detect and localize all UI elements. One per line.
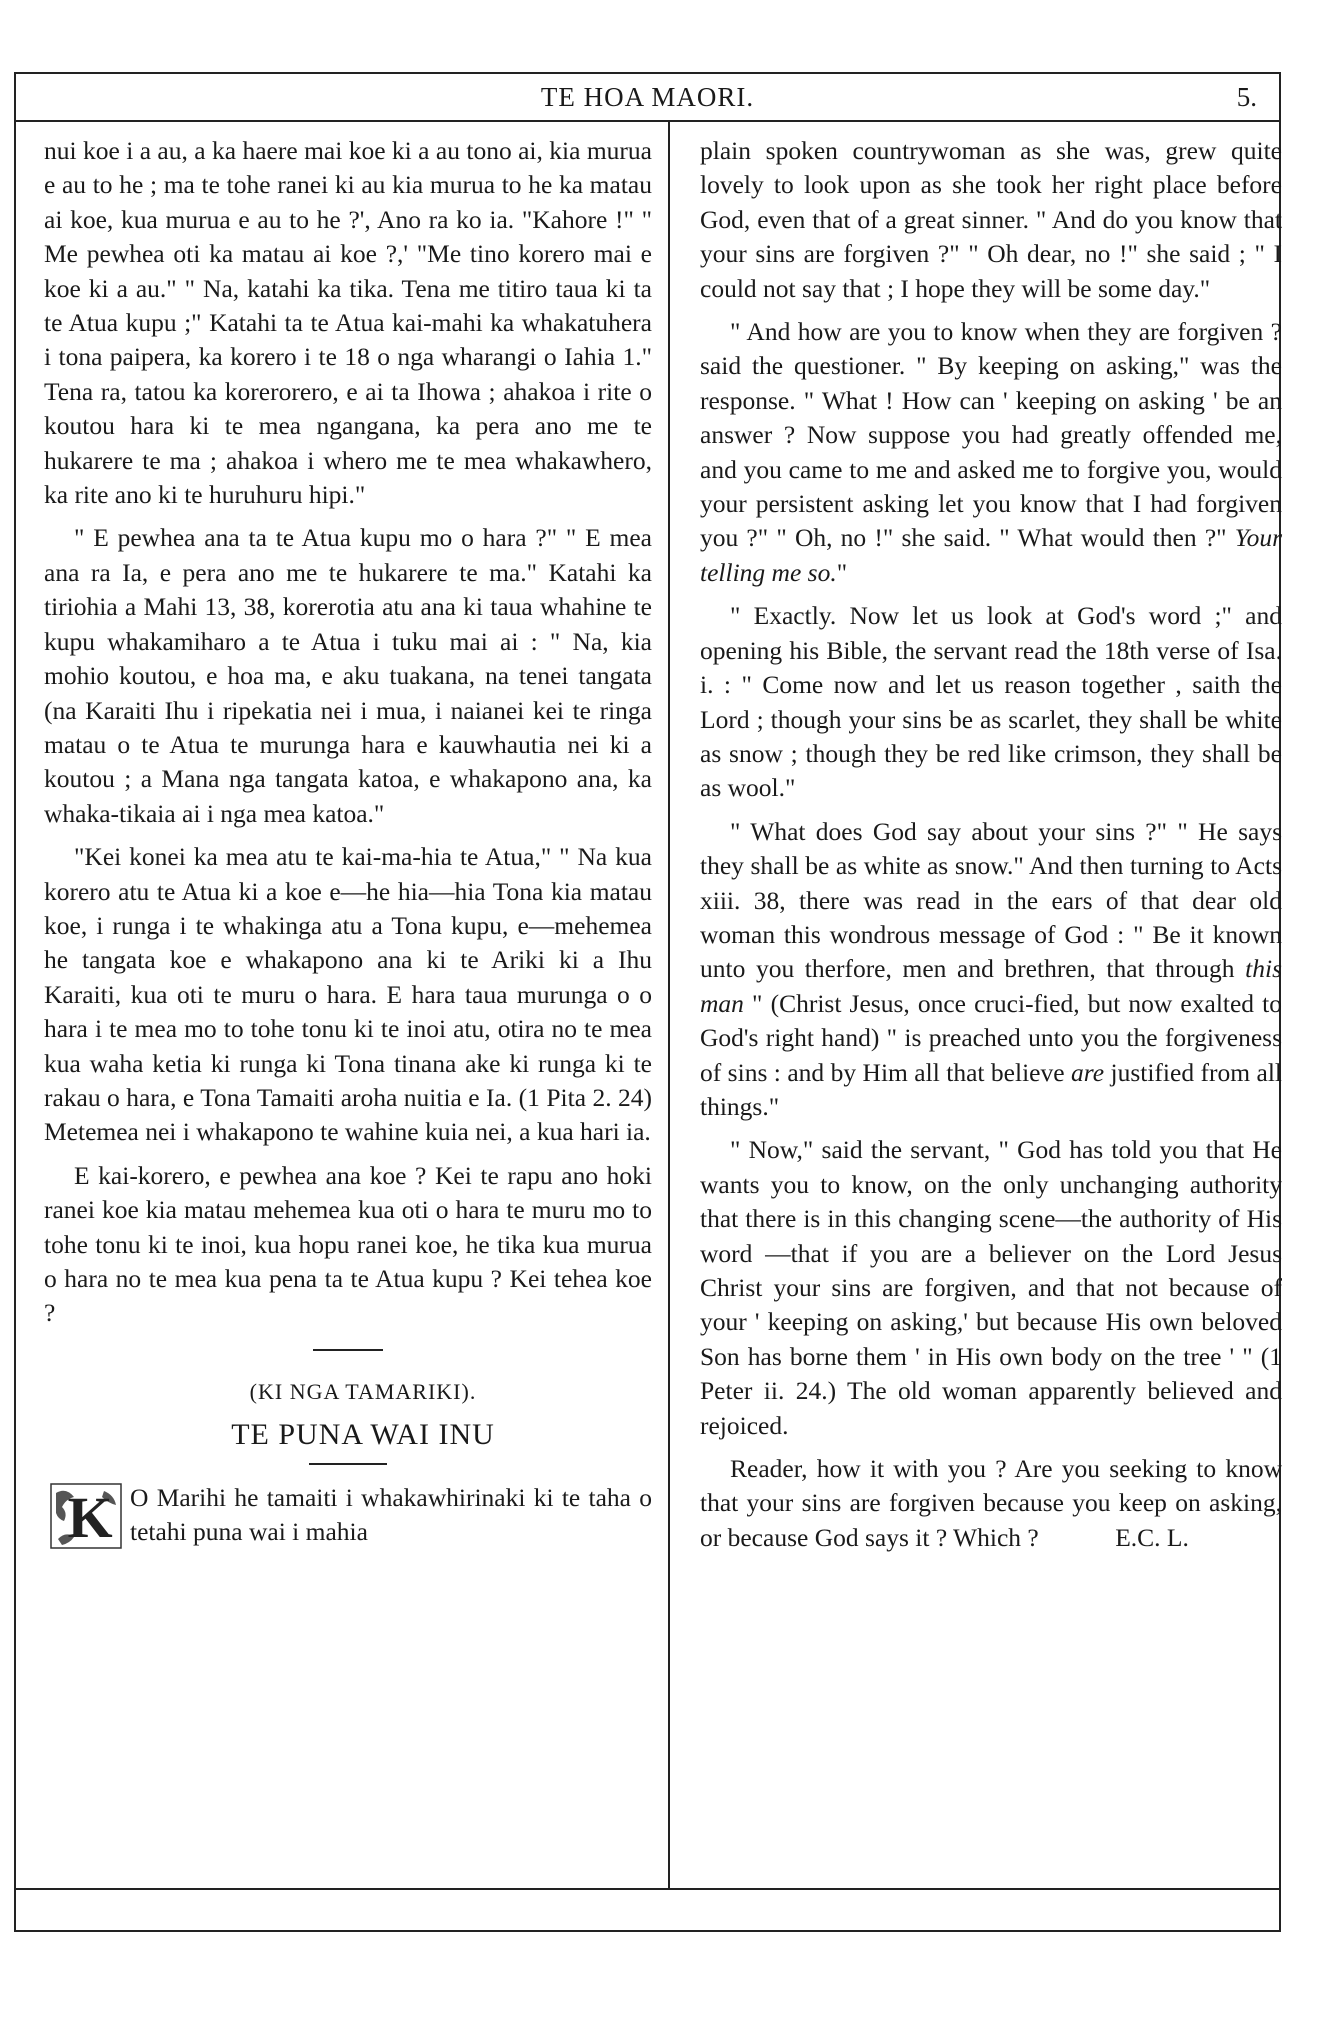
italic-word: are [1071,1057,1105,1087]
paragraph-text: " (Christ Jesus, once cruci-fied, but now exalted to God's right hand) " is preached unto you the forgiveness of sins : and by Him all that believe [700,988,1283,1087]
dropcap-letter: K [67,1484,113,1549]
closing-quote: " [836,557,848,587]
italic-phrase: Your telling me so. [700,523,1282,587]
page-number: 5. [1236,82,1257,112]
opening-text: O Marihi he tamaiti i whakawhirinaki ki te taha o tetahi puna wai i mahia [130,1482,652,1547]
ornamental-dropcap-icon [50,1483,122,1549]
paragraph: plain spoken countrywoman as she was, grew quite lovely to look upon as she took her right place before God, even that of a great sinner. " And do you know that your sins are forgiven ?" " Oh dear, no !" she said ; " I could not say that ; I hope they will be some day." [700,136,1282,303]
paragraph [700,1452,1282,1555]
page-header [16,74,1279,122]
section-subtitle: (KI NGA TAMARIKI). [249,1378,477,1404]
newspaper-title: TE HOA MAORI. [540,82,755,112]
paragraph: "Kei konei ka mea atu te kai-ma-hia te Atua," " Na kua korero atu te Atua ki a koe e—he hia—hia Tona kia matau koe, i runga i te whakinga atu a Tona kupu, e—mehemea he tangata koe e whakapono ana ki te Ariki ki a Ihu Karaiti, kua oti te muru o hara. E hara taua murunga o o hara i te mea mo to tohe tonu ki te inoi atu, otira no te mea kua waha ketia ki runga ki Tona tinana ake ki runga ki te rakau o hara, e Tona Tamaiti aroha nuitia e Ia. (1 Pita 2. 24) Metemea nei i whakapono te wahine kuia nei, a kua hari ia. [44,842,652,1147]
paragraph-text: " And how are you to know when they are forgiven ? said the questioner. " By keeping on asking," was the response. " What ! How can ' keeping on asking ' be an answer ? Now suppose you had greatly offended me, and you came to me and asked me to forgive you, would your persistent asking let you know that I had forgiven you ?" " Oh, no !" she said. " What would then ?" [700,317,1282,553]
paragraph: " Now," said the servant, " God has told you that He wants you to know, on the only unchanging authority that there is in this changing scene—the authority of His word —that if you are a believer on the Lord Jesus Christ your sins are forgiven, and that not because of your ' keeping on asking,' but because His own beloved Son has borne them ' in His own body on the tree ' " (1 Peter ii. 24.) The old woman apparently believed and rejoiced. [700,1135,1282,1440]
right-column [700,134,1282,1564]
paragraph: " E pewhea ana ta te Atua kupu mo o hara ?" " E mea ana ra Ia, e pera ano me te hukarere te ma." Katahi ka tiriohia a Mahi 13, 38, korerotia atu ana ki taua whahine te kupu whakamiharo a te Atua i tuku mai ai : " Na, kia mohio koutou, e hoa ma, e aku tuakana, na tenei tangata (na Karaiti Ihu i ripekatia nei i mua, i naianei kei te ringa matau o te Atua te murunga hara e kauwhautia nei ki a koutou ; a Mana nga tangata katoa, e whakapono ana, ka whaka-tikaia ai i nga mea katoa." [44,523,652,828]
section-divider [313,1349,383,1351]
paragraph: nui koe i a au, a ka haere mai koe ki a au tono ai, kia murua e au to he ; ma te tohe ranei ki au kia murua to he ka matau ai koe, kua murua e au to he ?', Ano ra ko ia. "Kahore !" " Me pewhea oti ka matau ai koe ?,' "Me tino korero mai e koe ki a au." " Na, katahi ka tika. Tena me titiro taua ki ta te Atua kupu ;" Katahi ta te Atua kai-mahi ka whakatuhera i tona paipera, ka korero i te 18 o nga wharangi o Iahia 1." Tena ra, tatou ka korerorero, e ai ta Ihowa ; ahakoa i rite o koutou hara ki te mea ngangana, ka pera ano me te hukarere te ma ; ahakoa i whero me te mea whakawhero, ka rite ano ki te huruhuru hipi." [44,136,652,510]
author-signature: E.C. L. [1115,1522,1189,1552]
title-rule [309,1463,387,1465]
left-column [44,134,652,1560]
column-divider [668,120,670,1888]
page-frame [14,72,1281,1932]
paragraph [700,315,1282,590]
bottom-rule [16,1888,1279,1890]
dropcap-paragraph [44,1481,652,1551]
paragraph: E kai-korero, e pewhea ana koe ? Kei te rapu ano hoki ranei koe kia matau mehemea kua oti o hara te muru mo to tohe tonu ki te inoi, kua hopu ranei koe, he tika kua murua o hara no te mea kua pena ta te Atua kupu ? Kei tehea koe ? [44,1160,652,1328]
paragraph-text: Reader, how it with you ? Are you seeking to know that your sins are forgiven because you keep on asking, or because God says it ? Which ? [700,1454,1282,1552]
section-title: TE PUNA WAI INU [231,1417,495,1451]
paragraph: " Exactly. Now let us look at God's word ;" and opening his Bible, the servant read the 18th verse of Isa. i. : " Come now and let us reason together , saith the Lord ; though your sins be as scarlet, they shall be white as snow ; though they be red like crimson, they shall be as wool." [700,601,1282,803]
paragraph-text: " What does God say about your sins ?" " He says they shall be as white as snow." And then turning to Acts xiii. 38, there was read in the ears of that dear old woman this wondrous message of God : " Be it known unto you therfore, men and brethren, that through [700,816,1282,984]
paragraph-text: justified from all things." [700,1057,1283,1121]
italic-phrase: this man [700,954,1282,1018]
paragraph [700,815,1282,1125]
